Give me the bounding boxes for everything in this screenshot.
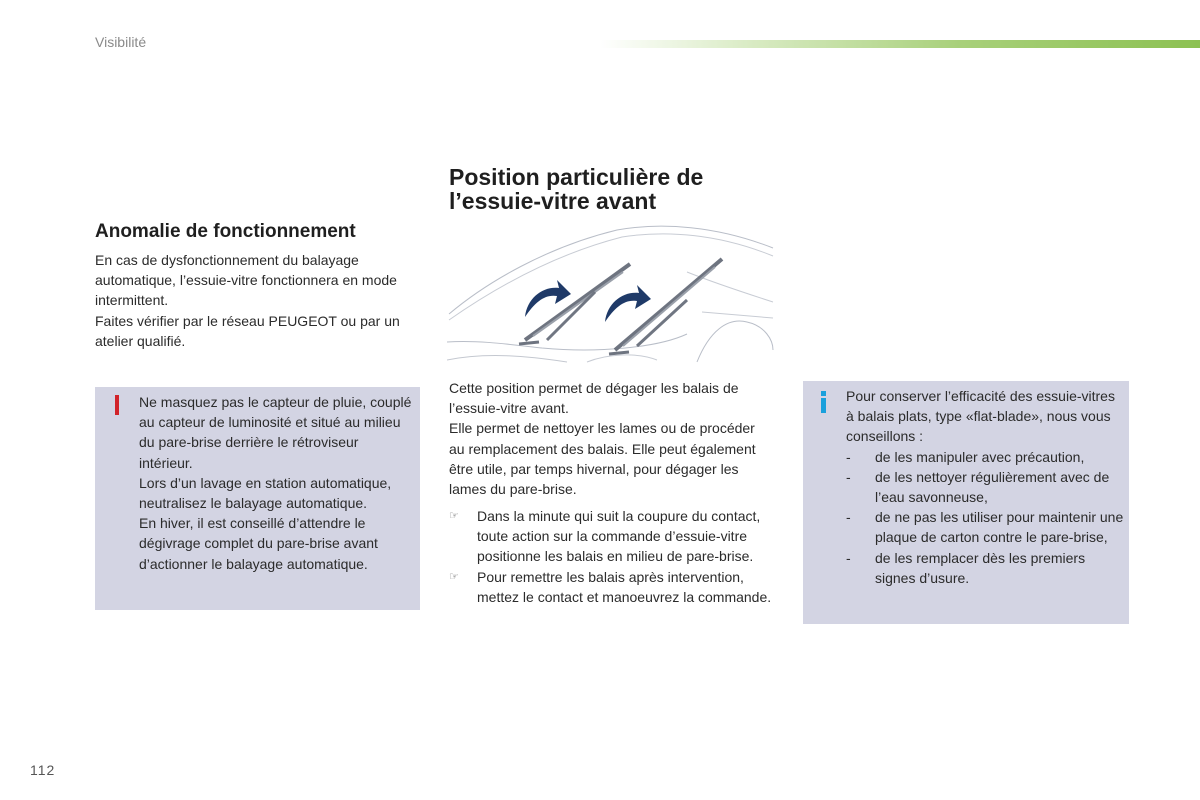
pointing-hand-icon: ☞ <box>449 570 459 583</box>
paragraph: Elle permet de nettoyer les lames ou de procéder au remplacement des balais. Elle peut également être utile, par temps hivernal, pour dégager les lames du pare-brise. <box>449 420 756 498</box>
info-text <box>846 386 1124 588</box>
page-number: 112 <box>30 762 56 778</box>
list-item-text: Pour remettre les balais après intervention, mettez le contact et manoeuvrez la commande. <box>477 568 772 605</box>
list-item-text: de les remplacer dès les premiers signes d’usure. <box>875 549 1086 586</box>
title-line: Position particulière de <box>449 164 704 190</box>
paragraph: Faites vérifier par le réseau PEUGEOT ou par un atelier qualifié. <box>95 312 400 349</box>
info-icon <box>821 391 826 413</box>
section-label: Visibilité <box>95 34 147 50</box>
header-accent-bar <box>600 40 1200 48</box>
warning-box <box>95 387 420 610</box>
dash-bullet: - <box>846 509 851 526</box>
windshield-wiper-raise-icon <box>447 222 775 367</box>
list-item-text: Dans la minute qui suit la coupure du contact, toute action sur la commande d’essuie-vitre positionne les balais en milieu de pare-brise. <box>477 508 761 565</box>
list-item-text: de ne pas les utiliser pour maintenir une plaque de carton contre le pare-brise, <box>875 509 1124 546</box>
warning-icon <box>115 395 119 415</box>
warning-text <box>139 392 414 574</box>
list-item <box>449 567 774 607</box>
info-box <box>803 381 1129 624</box>
list-item <box>449 506 774 567</box>
anomalie-text <box>95 250 415 351</box>
paragraph: En hiver, il est conseillé d’attendre le dégivrage complet du pare-brise avant d’actionner le balayage automatique. <box>139 515 378 572</box>
dash-bullet: - <box>846 448 851 465</box>
list-item-text: de les nettoyer régulièrement avec de l’eau savonneuse, <box>875 468 1110 506</box>
pointing-hand-icon: ☞ <box>449 510 459 522</box>
instruction-list <box>449 506 774 607</box>
paragraph: En cas de dysfonctionnement du balayage automatique, l’essuie-vitre fonctionnera en mode intermittent. <box>95 252 397 309</box>
list-item <box>846 467 1124 507</box>
heading-anomalie: Anomalie de fonctionnement <box>95 221 356 242</box>
title-line: l’essuie-vitre avant <box>449 188 657 214</box>
position-description <box>449 378 769 499</box>
info-intro: Pour conserver l’efficacité des essuie-vitres à balais plats, type «flat-blade», nous vous conseillons : <box>846 388 1115 445</box>
list-item <box>846 507 1124 547</box>
list-item <box>846 447 1124 467</box>
page-title <box>449 165 703 213</box>
list-item <box>846 548 1124 588</box>
paragraph: Lors d’un lavage en station automatique, neutralisez le balayage automatique. <box>139 474 392 512</box>
paragraph: Cette position permet de dégager les balais de l’essuie-vitre avant. <box>449 380 739 417</box>
dash-bullet: - <box>846 549 851 566</box>
dash-bullet: - <box>846 468 851 485</box>
paragraph: Ne masquez pas le capteur de pluie, couplé au capteur de luminosité et situé au milieu du pare-brise derrière le rétroviseur intérieur. <box>139 394 412 471</box>
list-item-text: de les manipuler avec précaution, <box>875 448 1085 465</box>
